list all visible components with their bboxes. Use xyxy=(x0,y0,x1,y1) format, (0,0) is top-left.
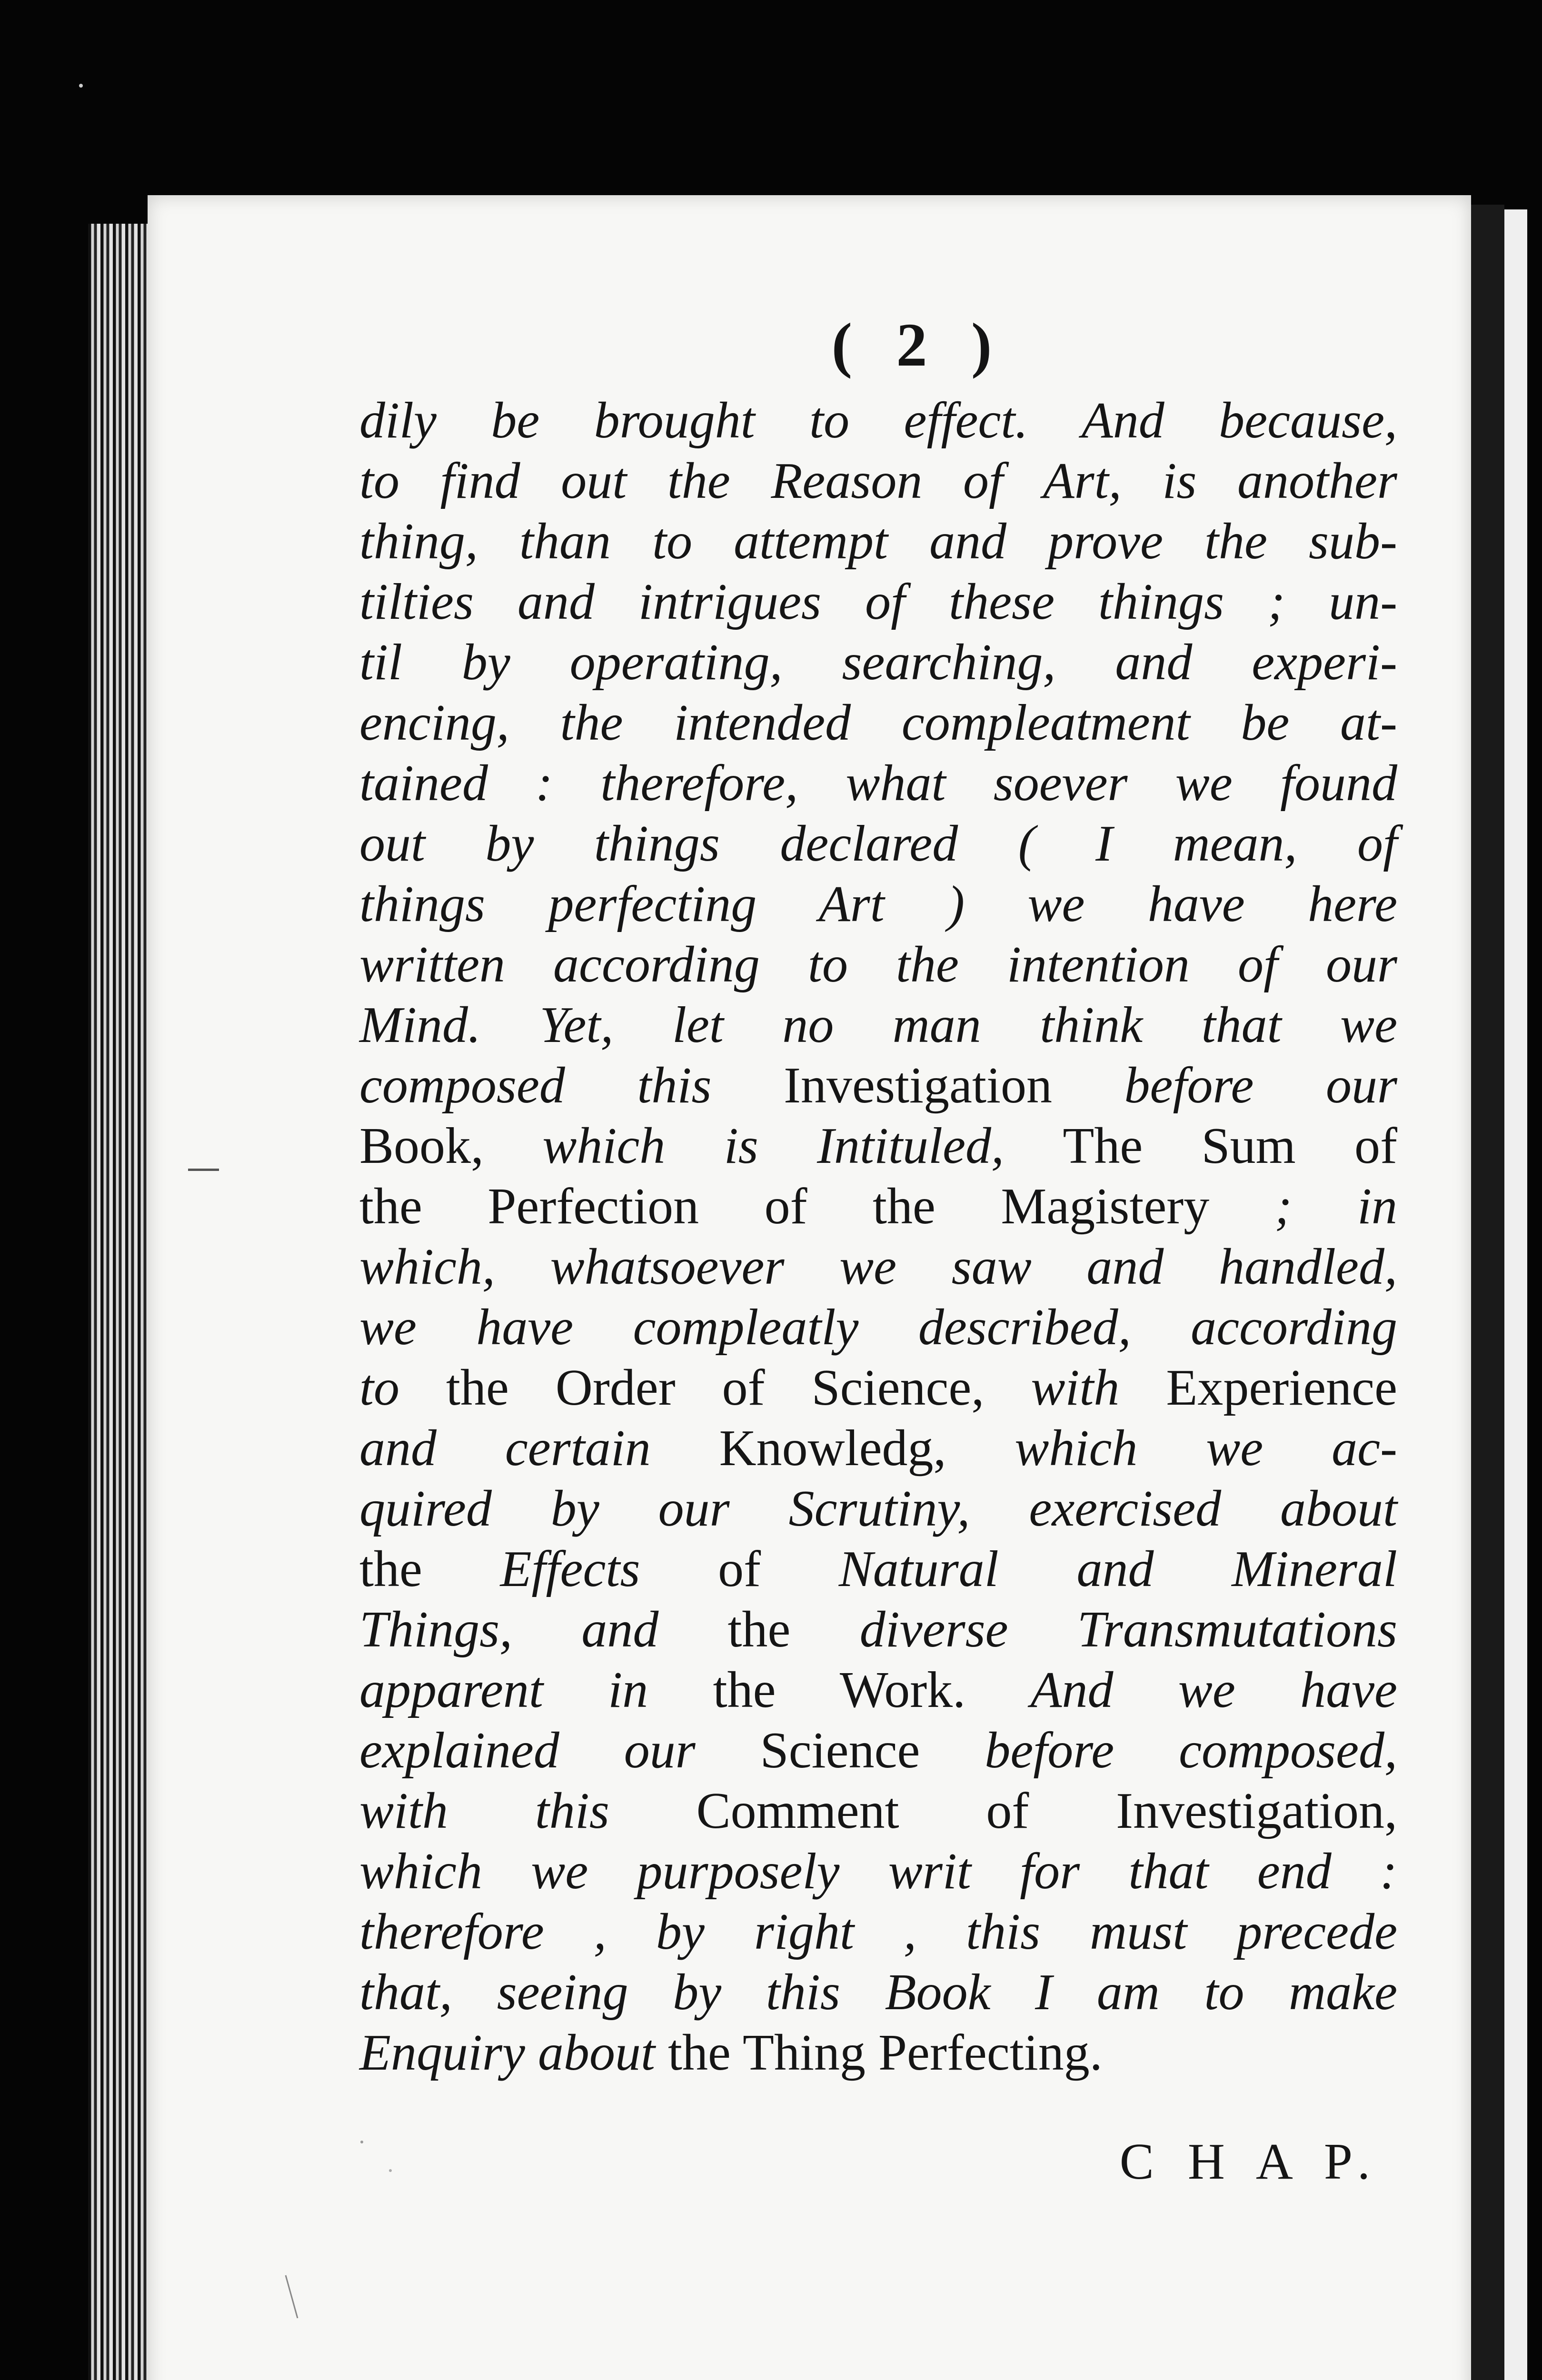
text-line: that, seeing by this Book I am to make xyxy=(359,1964,1398,2021)
text-line: tained : therefore, what soever we found xyxy=(359,755,1397,812)
page-number: ( 2 ) xyxy=(831,311,1006,379)
text-line: therefore , by right , this must precede xyxy=(359,1904,1398,1960)
text-line: thing, than to attempt and prove the sub- xyxy=(359,513,1397,570)
text-line: which we purposely writ for that end : xyxy=(359,1843,1397,1900)
text-line: with this Comment of Investigation, xyxy=(359,1783,1397,1839)
text-line: the Perfection of the Magistery ; in xyxy=(359,1178,1398,1235)
text-line: apparent in the Work. And we have xyxy=(359,1662,1397,1718)
text-line: composed this Investigation before our xyxy=(359,1057,1397,1114)
text-line: Book, which is Intituled, The Sum of xyxy=(359,1118,1397,1174)
text-line: tilties and intrigues of these things ; un- xyxy=(359,574,1398,630)
text-line: Things, and the diverse Transmutations xyxy=(359,1601,1397,1658)
text-line: which, whatsoever we saw and handled, xyxy=(359,1239,1397,1295)
text-line: til by operating, searching, and experi- xyxy=(359,634,1397,691)
text-line: to find out the Reason of Art, is another xyxy=(359,453,1397,509)
text-line: to the Order of Science, with Experience xyxy=(359,1359,1398,1416)
text-line: out by things declared ( I mean, of xyxy=(359,815,1398,872)
binding-shadow xyxy=(1471,205,1504,2380)
margin-mark xyxy=(188,1169,219,1171)
text-line: we have compleatly described, according xyxy=(359,1299,1397,1356)
text-line: things perfecting Art ) we have here xyxy=(359,876,1398,932)
text-line: explained our Science before composed, xyxy=(359,1722,1398,1779)
text-line: encing, the intended compleatment be at- xyxy=(359,694,1398,751)
text-line: written according to the intention of our xyxy=(359,936,1397,993)
text-line: quired by our Scrutiny, exercised about xyxy=(359,1480,1398,1537)
facing-page-edge xyxy=(1504,209,1527,2380)
page-edges xyxy=(88,224,150,2380)
text-line: the Effects of Natural and Mineral xyxy=(359,1541,1398,1597)
body-text xyxy=(359,390,1397,2083)
text-line: Enquiry about the Thing Perfecting. xyxy=(359,2024,1103,2081)
text-line: Mind. Yet, let no man think that we xyxy=(359,997,1398,1053)
catchword: C H A P. xyxy=(1119,2133,1381,2190)
text-line: and certain Knowledg, which we ac- xyxy=(359,1420,1397,1477)
text-line: dily be brought to effect. And because, xyxy=(359,392,1398,449)
